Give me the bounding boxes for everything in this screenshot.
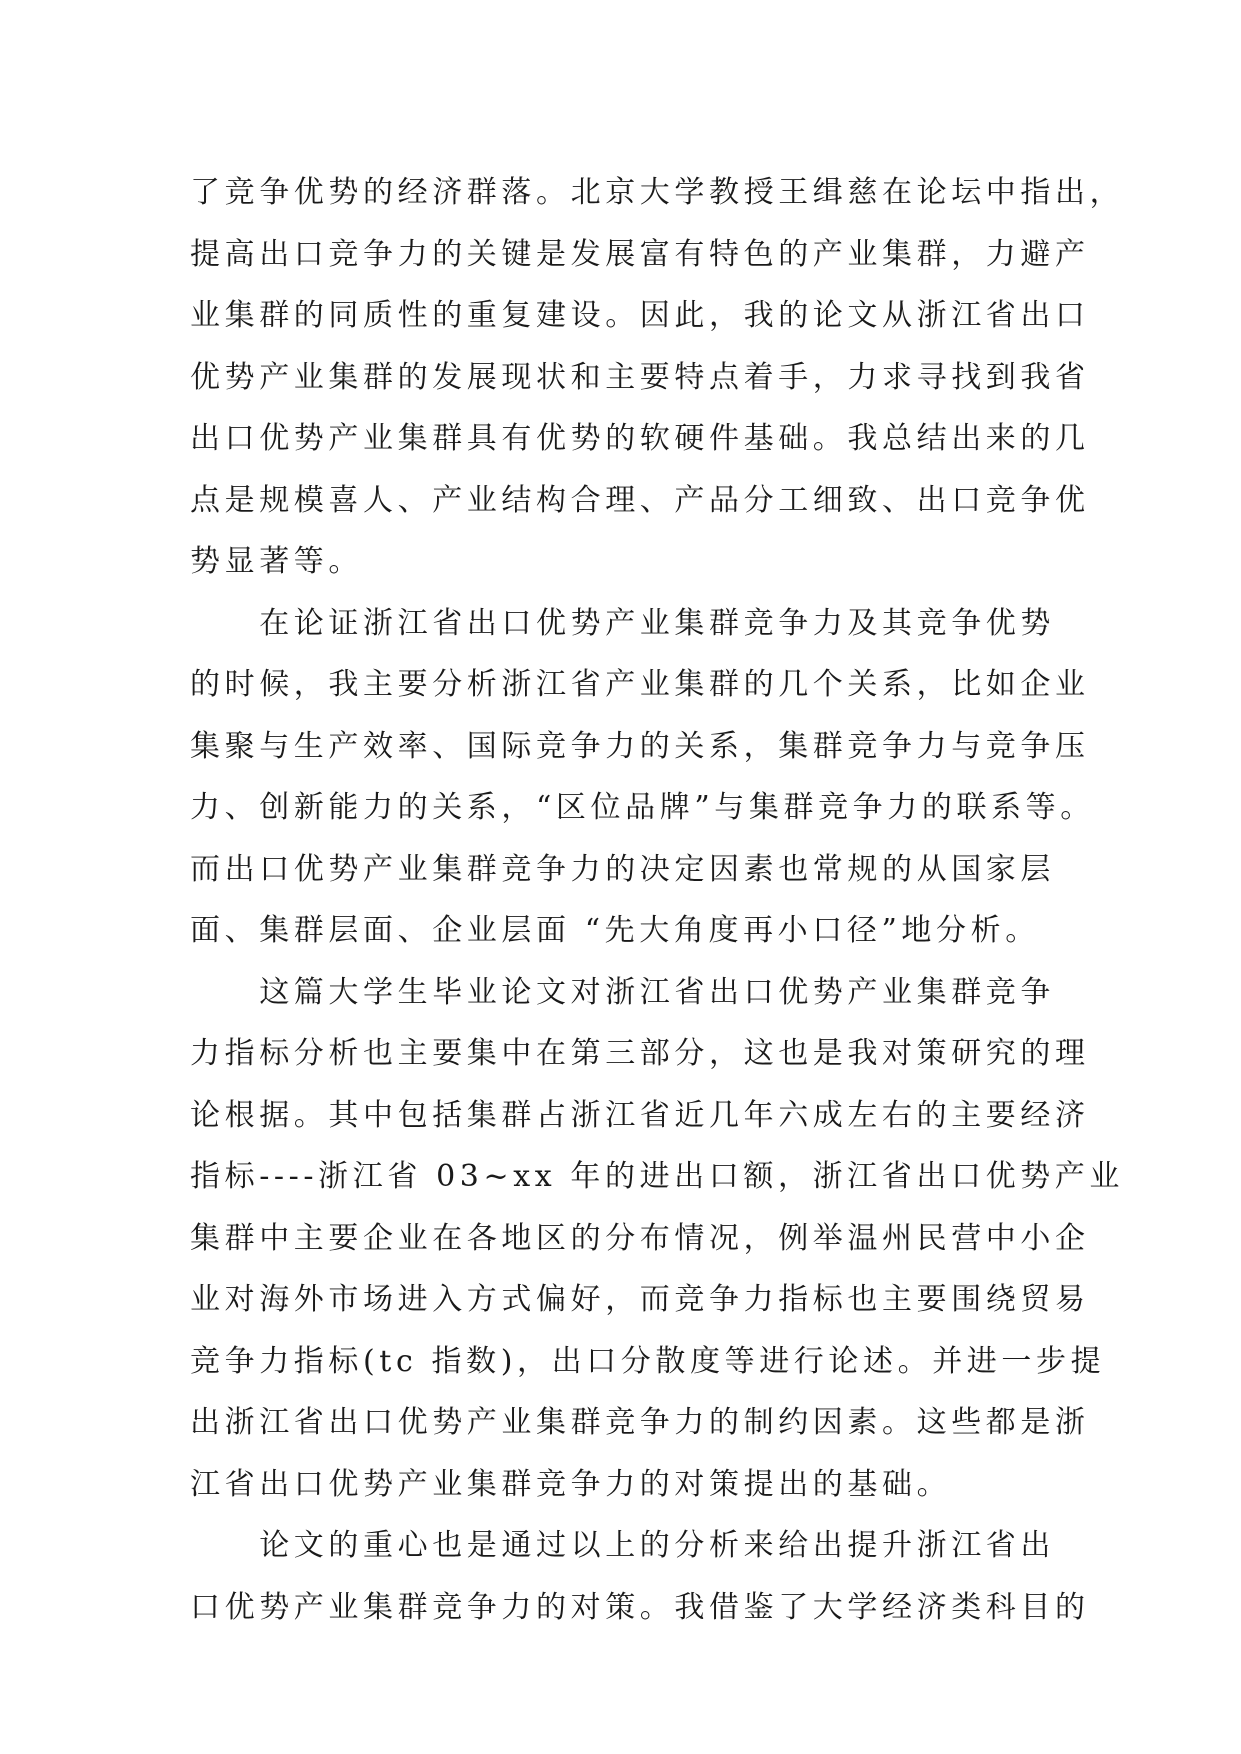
text-line: 集聚与生产效率、国际竞争力的关系，集群竞争力与竞争压 <box>190 728 1090 764</box>
text-line: 业对海外市场进入方式偏好，而竞争力指标也主要围绕贸易 <box>190 1282 1090 1317</box>
text-line: 势显著等。 <box>190 544 363 579</box>
text-line: 在论证浙江省出口优势产业集群竞争力及其竞争优势 <box>190 605 1055 641</box>
text-line: 这篇大学生毕业论文对浙江省出口优势产业集群竞争 <box>190 974 1055 1010</box>
text-line: 口优势产业集群竞争力的对策。我借鉴了大学经济类科目的 <box>190 1589 1090 1625</box>
text-line: 优势产业集群的发展现状和主要特点着手，力求寻找到我省 <box>190 359 1090 395</box>
text-line: 江省出口优势产业集群竞争力的对策提出的基础。 <box>190 1466 952 1502</box>
text-line: 而出口优势产业集群竞争力的决定因素也常规的从国家层 <box>190 851 1055 887</box>
text-line: 点是规模喜人、产业结构合理、产品分工细致、出口竞争优 <box>190 482 1090 518</box>
text-line: 提高出口竞争力的关键是发展富有特色的产业集群，力避产 <box>190 236 1090 272</box>
text-line: 了竞争优势的经济群落。北京大学教授王缉慈在论坛中指出， <box>190 175 1125 210</box>
text-line: 集群中主要企业在各地区的分布情况，例举温州民营中小企 <box>190 1220 1090 1256</box>
text-line: 面、集群层面、企业层面 “先大角度再小口径”地分析。 <box>190 913 1040 948</box>
text-line: 力指标分析也主要集中在第三部分，这也是我对策研究的理 <box>190 1036 1090 1071</box>
text-line: 业集群的同质性的重复建设。因此，我的论文从浙江省出口 <box>190 298 1090 333</box>
text-line: 论文的重心也是通过以上的分析来给出提升浙江省出 <box>190 1528 1055 1563</box>
text-line: 力、创新能力的关系，“区位品牌”与集群竞争力的联系等。 <box>190 790 1095 825</box>
text-line: 的时候，我主要分析浙江省产业集群的几个关系，比如企业 <box>190 667 1090 702</box>
text-line: 竞争力指标(tc 指数)，出口分散度等进行论述。并进一步提 <box>190 1343 1106 1379</box>
text-line: 出浙江省出口优势产业集群竞争力的制约因素。这些都是浙 <box>190 1405 1090 1440</box>
text-line: 指标----浙江省 03~xx 年的进出口额，浙江省出口优势产业 <box>190 1159 1124 1194</box>
text-line: 论根据。其中包括集群占浙江省近几年六成左右的主要经济 <box>190 1097 1090 1133</box>
body-text <box>190 162 1125 1638</box>
text-line: 出口优势产业集群具有优势的软硬件基础。我总结出来的几 <box>190 421 1090 456</box>
